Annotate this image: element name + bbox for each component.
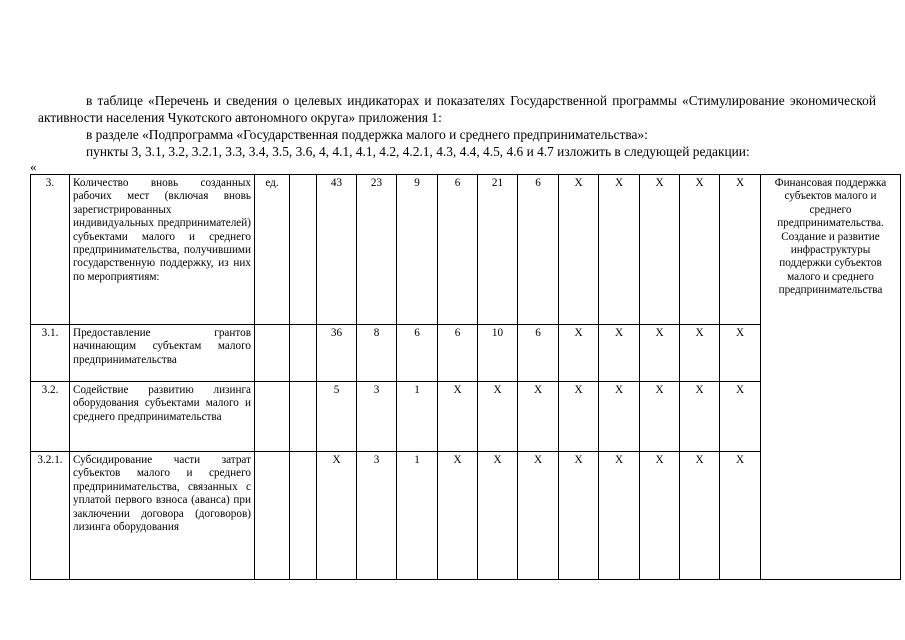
indicators-table [30, 174, 901, 580]
value-cell: X [680, 452, 720, 580]
value-cell: X [438, 452, 478, 580]
value-cell: 10 [478, 325, 518, 382]
value-cell: 23 [357, 175, 397, 325]
value-cell: X [599, 325, 640, 382]
value-cell: X [720, 175, 761, 325]
value-cell: 6 [518, 325, 559, 382]
value-cell: 6 [397, 325, 438, 382]
value-cell: X [559, 452, 599, 580]
empty-cell [255, 382, 290, 452]
intro-paragraph-1: в таблице «Перечень и сведения о целевых индикаторах и показателях Государственной программы «Стимулирование экономической активности населения Чукотского автономного округа» приложения 1: [38, 93, 876, 125]
indicator-name: Содействие развитию лизинга оборудования субъектами малого и среднего предпринимательства [70, 382, 255, 452]
value-cell: X [478, 382, 518, 452]
value-cell: X [680, 175, 720, 325]
empty-cell [290, 175, 317, 325]
row-number: 3.2.1. [31, 452, 70, 580]
row-number: 3.2. [31, 382, 70, 452]
value-cell: X [720, 452, 761, 580]
value-cell: X [599, 452, 640, 580]
value-cell: X [478, 452, 518, 580]
value-cell: X [559, 382, 599, 452]
table-row-3 [31, 175, 901, 325]
indicator-name: Субсидирование части затрат субъектов малого и среднего предпринимательства, связанных с уплатой первого взноса (аванса) при заключении договора (договоров) лизинга оборудования [70, 452, 255, 580]
value-cell: X [518, 452, 559, 580]
row-number: 3.1. [31, 325, 70, 382]
value-cell: 6 [518, 175, 559, 325]
value-cell: X [599, 382, 640, 452]
indicator-name: Предоставление грантов начинающим субъектам малого предпринимательства [70, 325, 255, 382]
value-cell: X [559, 175, 599, 325]
empty-cell [290, 382, 317, 452]
value-cell: 5 [317, 382, 357, 452]
row-number: 3. [31, 175, 70, 325]
empty-cell [255, 452, 290, 580]
value-cell: X [559, 325, 599, 382]
value-cell: 21 [478, 175, 518, 325]
opening-quote: « [30, 159, 37, 174]
value-cell: X [640, 325, 680, 382]
value-cell: X [438, 382, 478, 452]
value-cell: 9 [397, 175, 438, 325]
value-cell: 6 [438, 175, 478, 325]
empty-cell [290, 325, 317, 382]
value-cell: X [640, 452, 680, 580]
value-cell: X [317, 452, 357, 580]
financing-direction: Финансовая поддержка субъектов малого и среднего предпринимательства. Создание и развитие инфраструктуры поддержки субъектов малого и среднего предпринимательства [761, 175, 901, 580]
empty-cell [290, 452, 317, 580]
value-cell: 8 [357, 325, 397, 382]
value-cell: X [640, 382, 680, 452]
value-cell: X [720, 325, 761, 382]
value-cell: X [599, 175, 640, 325]
value-cell: X [680, 325, 720, 382]
intro-paragraph-3: пункты 3, 3.1, 3.2, 3.2.1, 3.3, 3.4, 3.5, 3.6, 4, 4.1, 4.1, 4.2, 4.2.1, 4.3, 4.4, 4.5, 4.6 и 4.7 изложить в следующей редакции: [86, 144, 750, 159]
indicator-name: Количество вновь созданных рабочих мест (включая вновь зарегистрированных индивидуальных предпринимателей) субъектами малого и среднего предпринимательства, получившими государственную поддержку, из них по мероприятиям: [70, 175, 255, 325]
value-cell: 3 [357, 452, 397, 580]
value-cell: X [518, 382, 559, 452]
empty-cell [255, 325, 290, 382]
intro-paragraph-2: в разделе «Подпрограмма «Государственная поддержка малого и среднего предпринимательства»: [86, 127, 648, 142]
value-cell: X [720, 382, 761, 452]
unit-cell: ед. [255, 175, 290, 325]
value-cell: 1 [397, 452, 438, 580]
value-cell: X [640, 175, 680, 325]
value-cell: 43 [317, 175, 357, 325]
value-cell: 1 [397, 382, 438, 452]
intro-text [38, 92, 876, 160]
value-cell: 6 [438, 325, 478, 382]
value-cell: 3 [357, 382, 397, 452]
value-cell: X [680, 382, 720, 452]
value-cell: 36 [317, 325, 357, 382]
